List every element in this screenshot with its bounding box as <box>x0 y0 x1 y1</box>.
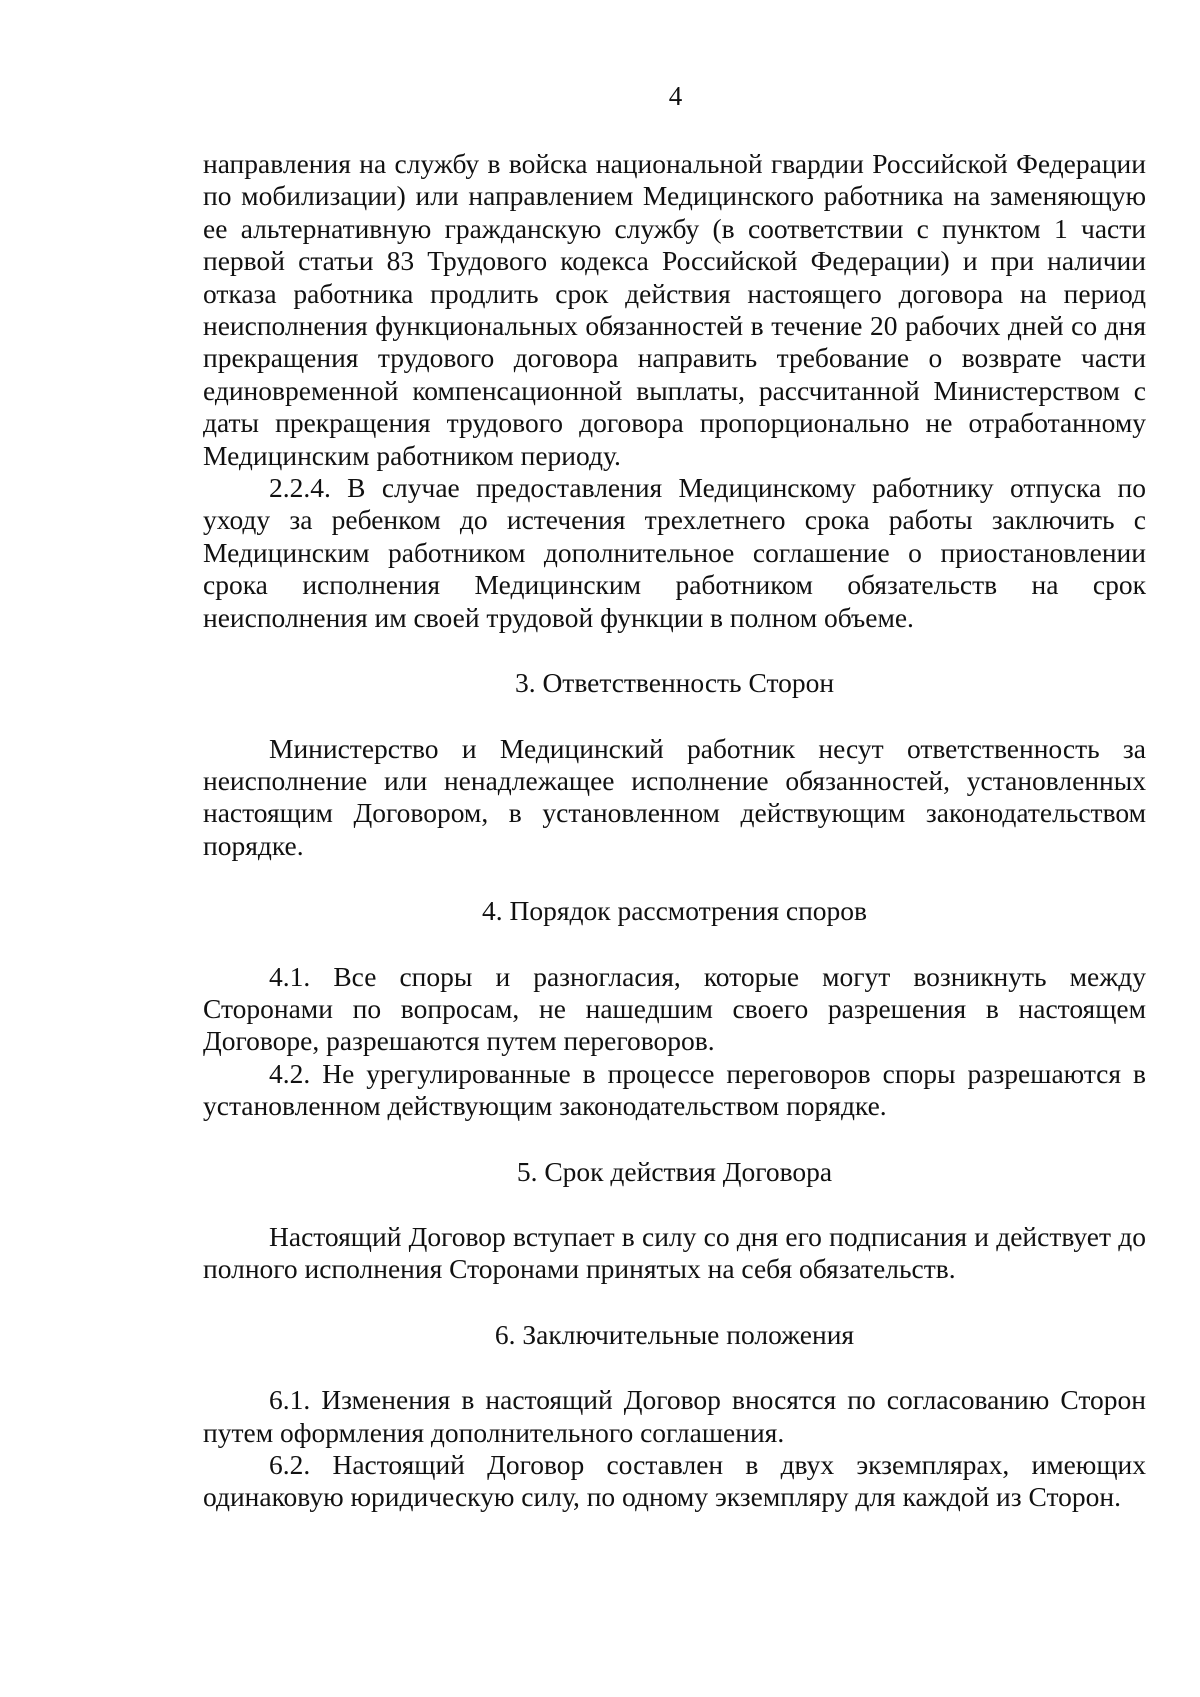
page-number: 4 <box>668 81 683 111</box>
paragraph-continuation: направления на службу в войска национальной гвардии Российской Федерации по мобилизации) или направлением Медицинского работника на заменяющую ее альтернативную гражданскую службу (в соответствии с пунктом 1 части первой статьи 83 Трудового кодекса Российской Федерации) и при наличии отказа работника продлить срок действия настоящего договора на период неисполнения функциональных обязанностей в течение 20 рабочих дней со дня прекращения трудового договора направить требование о возврате части единовременной компенсационной выплаты, рассчитанной Министерством с даты прекращения трудового договора пропорционально не отработанному Медицинским работником периоду. <box>203 148 1146 471</box>
paragraph-4-1: 4.1. Все споры и разногласия, которые могут возникнуть между Сторонами по вопросам, не нашедшим своего разрешения в настоящем Договоре, разрешаются путем переговоров. <box>203 960 1146 1057</box>
section-6-title: 6. Заключительные положения <box>494 1318 855 1350</box>
paragraph-2-2-4: 2.2.4. В случае предоставления Медицинскому работнику отпуска по уходу за ребенком до истечения трехлетнего срока работы заключить с Медицинским работником дополнительное соглашение о приостановлении срока исполнения Медицинским работником обязательств на срок неисполнения им своей трудовой функции в полном объеме. <box>203 472 1146 633</box>
section-3-text: Министерство и Медицинский работник несут ответственность за неисполнение или ненадлежащее исполнение обязанностей, установленных настоящим Договором, в установленном действующим законодательством порядке. <box>203 732 1146 861</box>
section-4-title: 4. Порядок рассмотрения споров <box>481 895 868 927</box>
section-3-title: 3. Ответственность Сторон <box>514 667 835 699</box>
paragraph-4-2: 4.2. Не урегулированные в процессе переговоров споры разрешаются в установленном действующим законодательством порядке. <box>203 1057 1146 1122</box>
section-5-text: Настоящий Договор вступает в силу со дня его подписания и действует до полного исполнения Сторонами принятых на себя обязательств. <box>203 1220 1146 1285</box>
section-5-title: 5. Срок действия Договора <box>516 1155 833 1187</box>
paragraph-6-2: 6.2. Настоящий Договор составлен в двух экземплярах, имеющих одинаковую юридическую силу, по одному экземпляру для каждой из Сторон. <box>203 1449 1146 1513</box>
document-body <box>203 148 1146 1514</box>
paragraph-6-1: 6.1. Изменения в настоящий Договор вносятся по согласованию Сторон путем оформления дополнительного соглашения. <box>203 1384 1146 1448</box>
